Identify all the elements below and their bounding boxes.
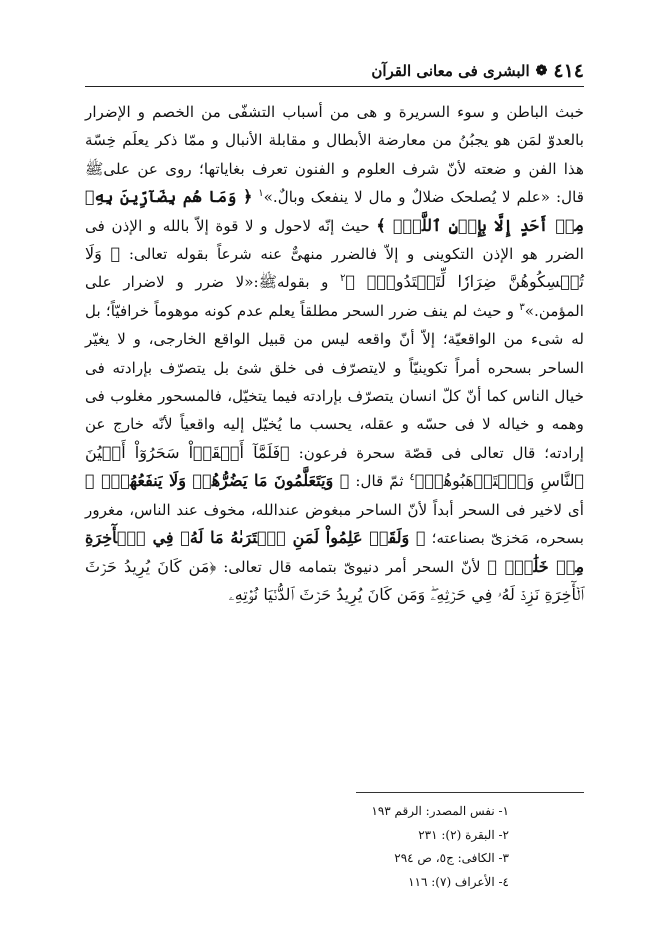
footnote-item: ١- نفس المصدر: الرقم ١٩٣	[371, 804, 509, 818]
flower-ornament-icon: ❁	[535, 63, 548, 79]
text-segment: حیث إنّه لاحول و لا قوة إلاّ بالله و الإذن فی الضرر هو الإذن التکوینی و إلاّ فالضرر منهیٌّ عنه شرعاً بقوله تعالی:	[85, 216, 584, 264]
text-segment: لأنّ السحر أمر دنیویّ بتمامه قال تعالی:	[223, 557, 481, 576]
page-number: ٤١٤	[553, 60, 584, 82]
quran-verse: ﴿ وَيَتَعَلَّمُونَ مَا يَضُرُّهُمۡ وَلَا يَنفَعُهُمۡۚ ﴾	[85, 471, 350, 491]
text-segment: ثمّ قال:	[355, 472, 404, 491]
footnote-marker: ٢	[340, 273, 346, 285]
paragraph	[85, 98, 584, 609]
footnote-marker: ١	[258, 188, 264, 200]
header-divider	[85, 86, 584, 87]
page-header	[84, 60, 584, 82]
footnote-item: ٢- البقرة (٢): ٢٣١	[418, 827, 509, 842]
footnote-item: ٤- الأعراف (٧): ١١٦	[408, 874, 509, 889]
quran-verse: ﴿ وَمَا هُم بِضَآرِّينَ بِهِۦ مِنۡ أَحَدٍ إِلَّا بِإِذۡنِ ٱللَّهِۚ ﴾	[85, 187, 585, 235]
text-segment: أی لاخیر فی السحر أبداً لأنّ الساحر مبغوض عندالله، مخوف عند الناس، مغرور بسحره، مَخزیّ بصناعته؛	[85, 500, 584, 548]
book-title: البشرى فی معانی القرآن	[371, 62, 530, 80]
quran-verse: ﴿فَلَمَّآ أَلۡقَوۡاْ سَحَرُوٓاْ أَعۡيُنَ ٱلنَّاسِ وَٱسۡتَرۡهَبُوهُمۡ﴾	[85, 442, 585, 491]
main-text	[85, 98, 584, 609]
footnote-item: ٣- الکافی: ج٥، ص ٢٩٤	[394, 851, 509, 865]
footnote-marker: ٣	[519, 301, 525, 313]
text-segment: خبث الباطن و سوء السریرة و هی من أسباب التشفّی من الخصم و الإضرار بالعدوّ لمَن هو یجبُنُ من معارضة الأبطال و مقابلة الأنبال و ممّا ذکر یعلَم خِسّة هذا الفن و ضعته لأنّ شرف العلوم و الفنون تعرف بغایاتها؛ روی عن علیﷺ قال: «علم لا یُصلحک ضلالٌ و مال لا ینفعک وبالٌ.»	[85, 103, 584, 207]
quran-verse: ﴿مَن كَانَ يُرِيدُ حَرۡثَ ٱلۡأٓخِرَةِ نَزِدۡ لَهُۥ فِي حَرۡثِهِۦۖ وَمَن كَانَ يُرِيدُ حَرۡثَ ٱلدُّنۡيَا نُؤۡتِهِۦ	[85, 556, 584, 604]
footnote-marker: ٤	[409, 472, 415, 484]
quran-verse: ﴿ وَلَا تُمۡسِكُوهُنَّ ضِرَارٗا لِّتَعۡتَدُواْۚ ﴾	[85, 244, 584, 292]
text-segment: و بقولهﷺ:«لا ضرر و لاضرار علی المؤمن.»	[85, 273, 584, 320]
footnote-divider	[356, 792, 584, 793]
text-segment: و حیث لم ینف ضرر السحر مطلقاً یعلم عدم کونه موهوماً خرافیّاً؛ بل له شیء من الواقعیّة؛ إلاّ أنّ واقعه لیس من قبیل الواقع الخارجی، و لا یغیّر الساحر بسحره أمراً تکوینیّاً و لایتصرّف فی خلق شئ بل یتصرّف بإرادته فی خیال الناس کما أنّ کلّ انسان یتصرّف بإرادته فیما یتخیّل، فالمسحور مغلوب فی وهمه و خیاله لا فی حسّه و عقله، یحسب ما یُخیّل إلیه واقعیاً لأنّه خارج عن إرادته؛ قال تعالی فی قصّة سحرة فرعون:	[85, 301, 585, 462]
footnotes	[109, 800, 509, 894]
quran-verse: ﴿ وَلَقَدۡ عَلِمُواْ لَمَنِ ٱشۡتَرَىٰهُ مَا لَهُۥ فِي ٱلۡأٓخِرَةِ مِنۡ خَلَٰقٖۚ ﴾	[85, 528, 585, 576]
